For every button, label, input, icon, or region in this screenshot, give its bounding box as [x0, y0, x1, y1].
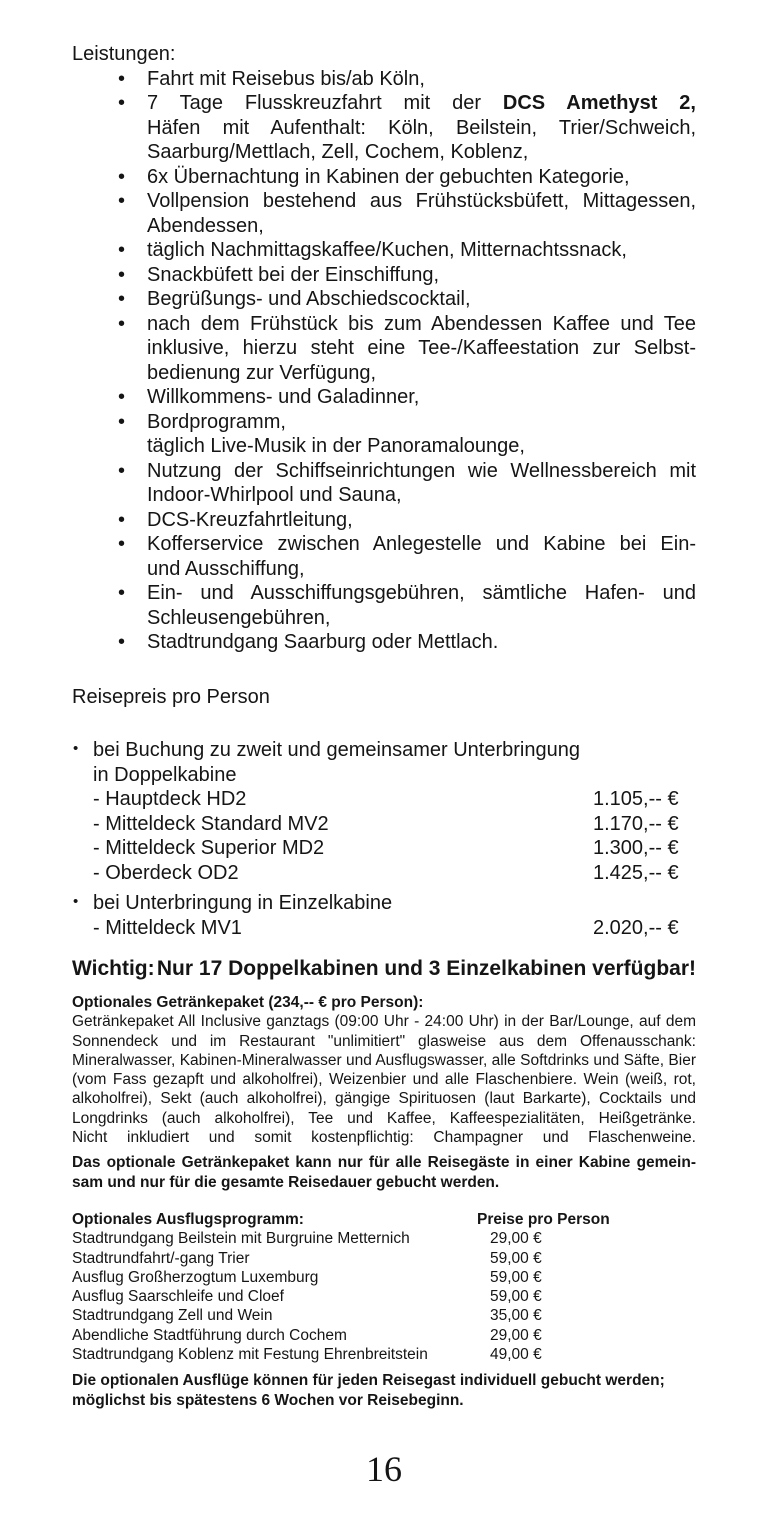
getraenkepaket-body-line: Getränkepaket All Inclusive ganztags (09:00 Uhr - 24:00 Uhr) in der Bar/Lounge, auf dem: [72, 1013, 696, 1031]
ausfluege-note-line: möglichst bis spätestens 6 Wochen vor Reisebeginn.: [72, 1391, 464, 1409]
bullet-icon: •: [118, 459, 126, 482]
leistung-item: [72, 287, 696, 312]
bullet-icon: •: [118, 263, 126, 286]
excursion-name: Ausflug Saarschleife und Cloef: [72, 1288, 284, 1306]
excursion-row: [72, 1229, 696, 1248]
ausfluege-price-header: Preise pro Person: [477, 1210, 610, 1228]
getraenkepaket-note-line: Das optionale Getränkepaket kann nur für alle Reisegäste in einer Kabine gemein-: [72, 1154, 696, 1172]
leistung-line: Begrüßungs- und Abschiedscocktail,: [147, 288, 471, 310]
ausfluege-rows: [72, 1229, 696, 1364]
excursion-name: Abendliche Stadtführung durch Cochem: [72, 1326, 347, 1344]
wichtig-line: [72, 956, 696, 982]
cabin-price-row: [72, 812, 696, 837]
excursion-name: Stadtrundfahrt/-gang Trier: [72, 1249, 250, 1267]
leistung-line: Saarburg/Mettlach, Zell, Cochem, Koblenz,: [147, 141, 529, 163]
reisepreis-intro-text: bei Unterbringung in Einzelkabine: [93, 892, 393, 914]
getraenkepaket-body-line: Longdrinks (auch alkoholfrei), Tee und Kaffee, Kaffeespezialitäten, Heißgetränke.: [72, 1109, 696, 1127]
bullet-icon: •: [73, 893, 79, 910]
leistung-item: [72, 581, 696, 630]
cabin-price: 2.020,-- €: [593, 916, 679, 939]
ausfluege-note: [72, 1371, 696, 1410]
leistung-item: [72, 630, 696, 655]
getraenkepaket-body-line: (vom Fass gezapft und alkoholfrei), Weizenbier und alle Flaschenbiere. Wein (weiß, rot,: [72, 1071, 696, 1089]
leistung-item: [72, 67, 696, 92]
leistung-item: [72, 459, 696, 508]
bullet-icon: •: [118, 386, 126, 408]
excursion-row: [72, 1287, 696, 1306]
leistung-line: Kofferservice zwischen Anlegestelle und Kabine bei Ein-: [147, 533, 696, 555]
cabin-price-row: [72, 916, 696, 941]
ausfluege-header: [72, 1210, 696, 1229]
leistung-line: nach dem Frühstück bis zum Abendessen Kaffee und Tee: [147, 312, 696, 335]
leistung-item: [72, 263, 696, 288]
leistung-line: täglich Live-Musik in der Panoramalounge,: [147, 435, 525, 457]
cabin-price: 1.425,-- €: [593, 861, 679, 884]
excursion-row: [72, 1306, 696, 1325]
bullet-icon: •: [73, 740, 79, 757]
leistung-line: Abendessen,: [147, 214, 264, 237]
excursion-name: Stadtrundgang Beilstein mit Burgruine Metternich: [72, 1230, 410, 1248]
bullet-icon: •: [118, 582, 126, 604]
leistung-item: [72, 312, 696, 386]
wichtig-text: Nur 17 Doppelkabinen und 3 Einzelkabinen verfügbar!: [156, 957, 696, 980]
leistung-line: Bordprogramm,: [147, 410, 286, 433]
cabin-label: - Mitteldeck Standard MV2: [93, 812, 329, 835]
cabin-price-row: [72, 787, 696, 812]
cabin-price-row: [72, 861, 696, 886]
page-number: 16: [366, 1449, 402, 1489]
leistung-line: Häfen mit Aufenthalt: Köln, Beilstein, Trier/Schweich,: [147, 116, 696, 139]
cabin-price: 1.300,-- €: [593, 837, 679, 859]
getraenkepaket-note-line: sam und nur für die gesamte Reisedauer gebucht werden.: [72, 1173, 500, 1191]
bullet-icon: •: [118, 288, 126, 310]
leistung-line: Vollpension bestehend aus Frühstücksbüfett, Mittagessen,: [147, 190, 696, 212]
leistung-line: täglich Nachmittagskaffee/Kuchen, Mitternachtssnack,: [147, 239, 627, 261]
leistungen-heading: Leistungen:: [72, 43, 176, 65]
leistung-line: 6x Übernachtung in Kabinen der gebuchten Kategorie,: [147, 165, 630, 188]
cabin-label: - Oberdeck OD2: [93, 861, 239, 884]
leistung-line: Stadtrundgang Saarburg oder Mettlach.: [147, 631, 499, 653]
leistung-item: [72, 165, 696, 190]
excursion-name: Stadtrundgang Koblenz mit Festung Ehrenbreitstein: [72, 1346, 428, 1364]
bullet-icon: •: [118, 533, 126, 555]
leistung-line: [147, 91, 696, 116]
getraenkepaket-body: [72, 1012, 696, 1147]
getraenkepaket-body-line: Nicht inkludiert und somit kostenpflichtig: Champagner und Flaschenweine.: [72, 1129, 696, 1147]
leistung-item: [72, 91, 696, 165]
reisepreis-intro-line: [72, 738, 696, 763]
bullet-icon: •: [118, 165, 126, 188]
excursion-price: 59,00 €: [490, 1249, 542, 1267]
text-segment: 7 Tage Flusskreuzfahrt mit der: [147, 92, 503, 114]
reisepreis-intro-text: in Doppelkabine: [93, 763, 237, 786]
leistung-line: und Ausschiffung,: [147, 557, 305, 580]
leistung-line: Nutzung der Schiffseinrichtungen wie Wellnessbereich mit: [147, 459, 696, 482]
leistung-line: bedienung zur Verfügung,: [147, 361, 377, 384]
excursion-price: 29,00 €: [490, 1230, 542, 1248]
reisepreis-intro-line: [72, 891, 696, 916]
reisepreis-group: [72, 738, 696, 885]
leistung-line: Fahrt mit Reisebus bis/ab Köln,: [147, 67, 425, 90]
ausfluege-heading: Optionales Ausflugsprogramm:: [72, 1210, 304, 1228]
cabin-price: 1.105,-- €: [593, 788, 679, 810]
bullet-icon: •: [118, 631, 126, 653]
cabin-label: - Mitteldeck MV1: [93, 916, 242, 939]
excursion-row: [72, 1326, 696, 1345]
bullet-icon: •: [118, 67, 126, 90]
cabin-label: - Mitteldeck Superior MD2: [93, 837, 325, 859]
leistung-item: [72, 508, 696, 533]
wichtig-label: Wichtig:: [72, 957, 155, 980]
getraenkepaket-note: [72, 1153, 696, 1192]
text-bold-segment: DCS Amethyst 2,: [502, 92, 696, 114]
excursion-name: Stadtrundgang Zell und Wein: [72, 1307, 273, 1325]
cabin-price: 1.170,-- €: [593, 812, 679, 835]
leistungen-list: [72, 67, 696, 655]
leistung-line: Snackbüfett bei der Einschiffung,: [147, 263, 440, 286]
ausfluege-note-line: Die optionalen Ausflüge können für jeden Reisegast individuell gebucht werden;: [72, 1372, 665, 1390]
bullet-icon: •: [118, 508, 126, 531]
bullet-icon: •: [118, 410, 126, 433]
excursion-price: 59,00 €: [490, 1288, 542, 1306]
cabin-price-row: [72, 836, 696, 861]
getraenkepaket-body-line: alkoholfrei), Sekt (auch alkoholfrei), gängige Spirituosen (laut Barkarte), Cocktails und: [72, 1090, 696, 1108]
excursion-price: 59,00 €: [490, 1268, 542, 1286]
excursion-price: 29,00 €: [490, 1326, 542, 1344]
reisepreis-groups: [72, 738, 696, 940]
leistung-line: Indoor-Whirlpool und Sauna,: [147, 484, 402, 506]
bullet-icon: •: [118, 92, 126, 114]
excursion-price: 35,00 €: [490, 1307, 542, 1325]
reisepreis-group: [72, 891, 696, 940]
leistung-line: Schleusengebühren,: [147, 606, 331, 629]
bullet-icon: •: [118, 239, 126, 261]
leistung-item: [72, 189, 696, 238]
excursion-price: 49,00 €: [490, 1346, 542, 1364]
reisepreis-heading: Reisepreis pro Person: [72, 685, 270, 708]
excursion-row: [72, 1249, 696, 1268]
leistung-line: inklusive, hierzu steht eine Tee-/Kaffeestation zur Selbst-: [147, 337, 696, 359]
reisepreis-intro-text: bei Buchung zu zweit und gemeinsamer Unterbringung: [93, 739, 580, 761]
excursion-name: Ausflug Großherzogtum Luxemburg: [72, 1268, 319, 1286]
leistung-item: [72, 532, 696, 581]
page-content: [72, 42, 696, 1410]
excursion-row: [72, 1268, 696, 1287]
getraenkepaket-body-line: Mineralwasser, Kabinen-Mineralwasser und Ausflugswasser, alle Softdrinks und Säfte, Bier: [72, 1051, 696, 1069]
reisepreis-intro-line: [72, 763, 696, 788]
leistung-item: [72, 385, 696, 410]
excursion-row: [72, 1345, 696, 1364]
leistung-item: [72, 238, 696, 263]
getraenkepaket-body-line: Sonnendeck und im Restaurant "unlimitiert" glasweise aus dem Offenausschank:: [72, 1032, 696, 1050]
bullet-icon: •: [118, 312, 126, 335]
leistung-line: DCS-Kreuzfahrtleitung,: [147, 508, 353, 531]
cabin-label: - Hauptdeck HD2: [93, 788, 247, 810]
bullet-icon: •: [118, 190, 126, 212]
getraenkepaket-heading: Optionales Getränkepaket (234,-- € pro Person):: [72, 994, 424, 1011]
leistung-item: [72, 410, 696, 459]
leistung-line: Willkommens- und Galadinner,: [147, 386, 420, 408]
leistung-line: Ein- und Ausschiffungsgebühren, sämtliche Hafen- und: [147, 582, 696, 604]
